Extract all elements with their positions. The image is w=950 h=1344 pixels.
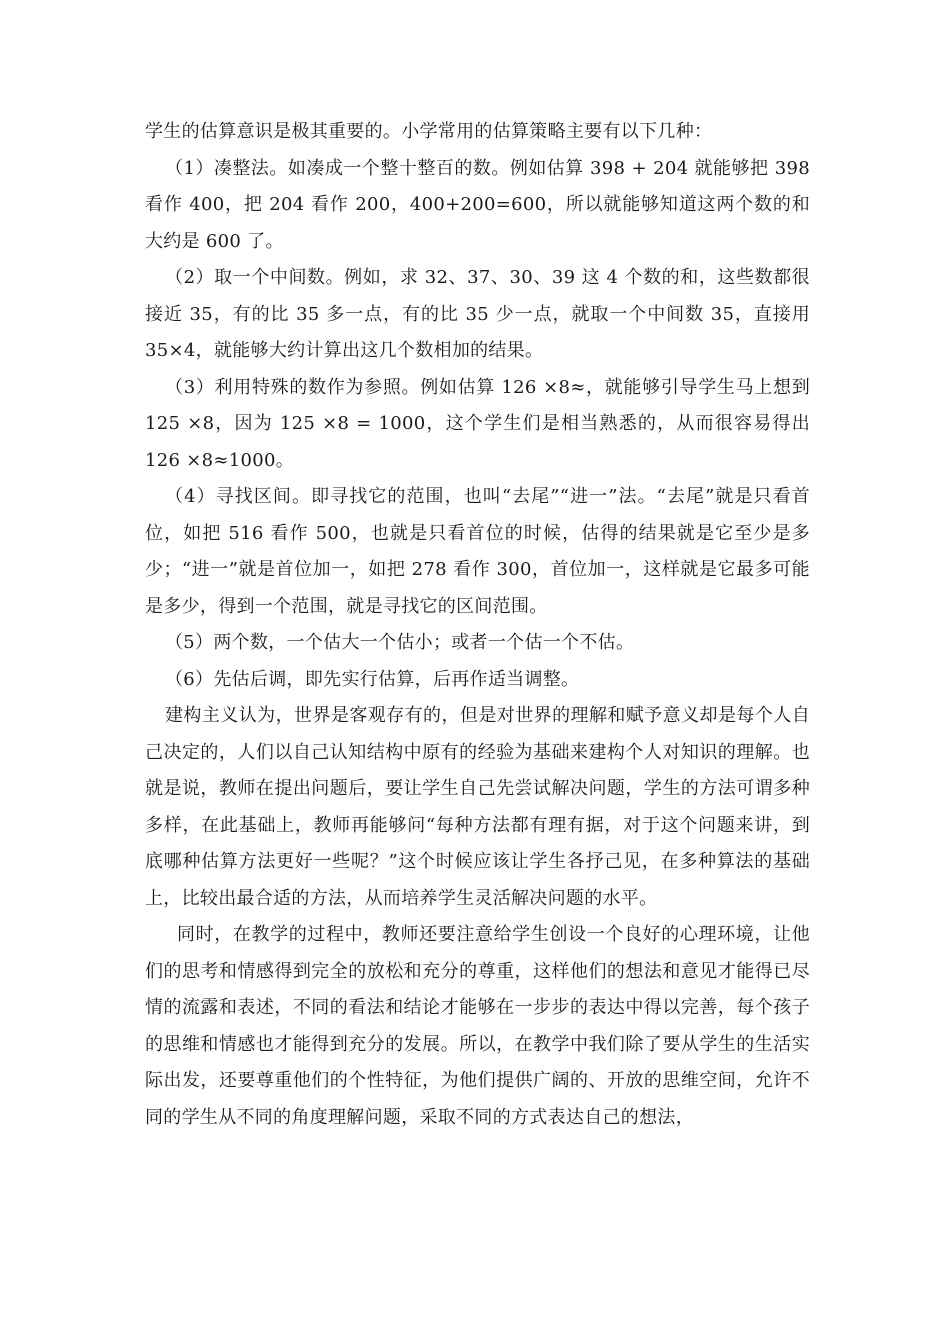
paragraph-environment: 同时，在教学的过程中，教师还要注意给学生创设一个良好的心理环境，让他们的思考和情感得到完全的放松和充分的尊重，这样他们的想法和意见才能得已尽情的流露和表述，不同的看法和结论才能够在一步步的表达中得以完善，每个孩子的思维和情感也才能得到充分的发展。所以，在教学中我们除了要从学生的生活实际出发，还要尊重他们的个性特征，为他们提供广阔的、开放的思维空间，允许不同的学生从不同的角度理解问题，采取不同的方式表达自己的想法， bbox=[145, 924, 810, 1128]
document-body bbox=[145, 114, 810, 1136]
paragraph-intro: 学生的估算意识是极其重要的。小学常用的估算策略主要有以下几种： bbox=[145, 121, 713, 142]
paragraph-strategy-3: （3）利用特殊的数作为参照。例如估算 126 ×8≈，就能够引导学生马上想到 125 ×8，因为 125 ×8 = 1000，这个学生们是相当熟悉的，从而很容易得出 126 ×8≈1000。 bbox=[145, 376, 810, 471]
paragraph-strategy-2: （2）取一个中间数。例如，求 32、37、30、39 这 4 个数的和，这些数都很接近 35，有的比 35 多一点，有的比 35 少一点，就取一个中间数 35，直接用 35×4，就能够大约计算出这几个数相加的结果。 bbox=[145, 267, 810, 361]
paragraph-strategy-1: （1）凑整法。如凑成一个整十整百的数。例如估算 398 + 204 就能够把 398 看作 400，把 204 看作 200，400+200=600，所以就能够知道这两个数的和大约是 600 了。 bbox=[145, 157, 810, 252]
paragraph-strategy-4: （4）寻找区间。即寻找它的范围，也叫“去尾”“进一”法。“去尾”就是只看首位，如把 516 看作 500，也就是只看首位的时候，估得的结果就是它至少是多少；“进一”就是首位加一，如把 278 看作 300，首位加一，这样就是它最多可能是多少，得到一个范围，就是寻找它的区间范围。 bbox=[145, 486, 810, 617]
paragraph-strategy-6: （6）先估后调，即先实行估算，后再作适当调整。 bbox=[165, 668, 580, 690]
paragraph-constructivism: 建构主义认为，世界是客观存有的，但是对世界的理解和赋予意义却是每个人自己决定的，人们以自己认知结构中原有的经验为基础来建构个人对知识的理解。也就是说，教师在提出问题后，要让学生自己先尝试解决问题，学生的方法可谓多种多样，在此基础上，教师再能够问“每种方法都有理有据，对于这个问题来讲，到底哪种估算方法更好一些呢？”这个时候应该让学生各抒己见，在多种算法的基础上，比较出最合适的方法，从而培养学生灵活解决问题的水平。 bbox=[145, 705, 810, 909]
paragraph-strategy-5: （5）两个数，一个估大一个估小；或者一个估一个不估。 bbox=[165, 632, 635, 653]
